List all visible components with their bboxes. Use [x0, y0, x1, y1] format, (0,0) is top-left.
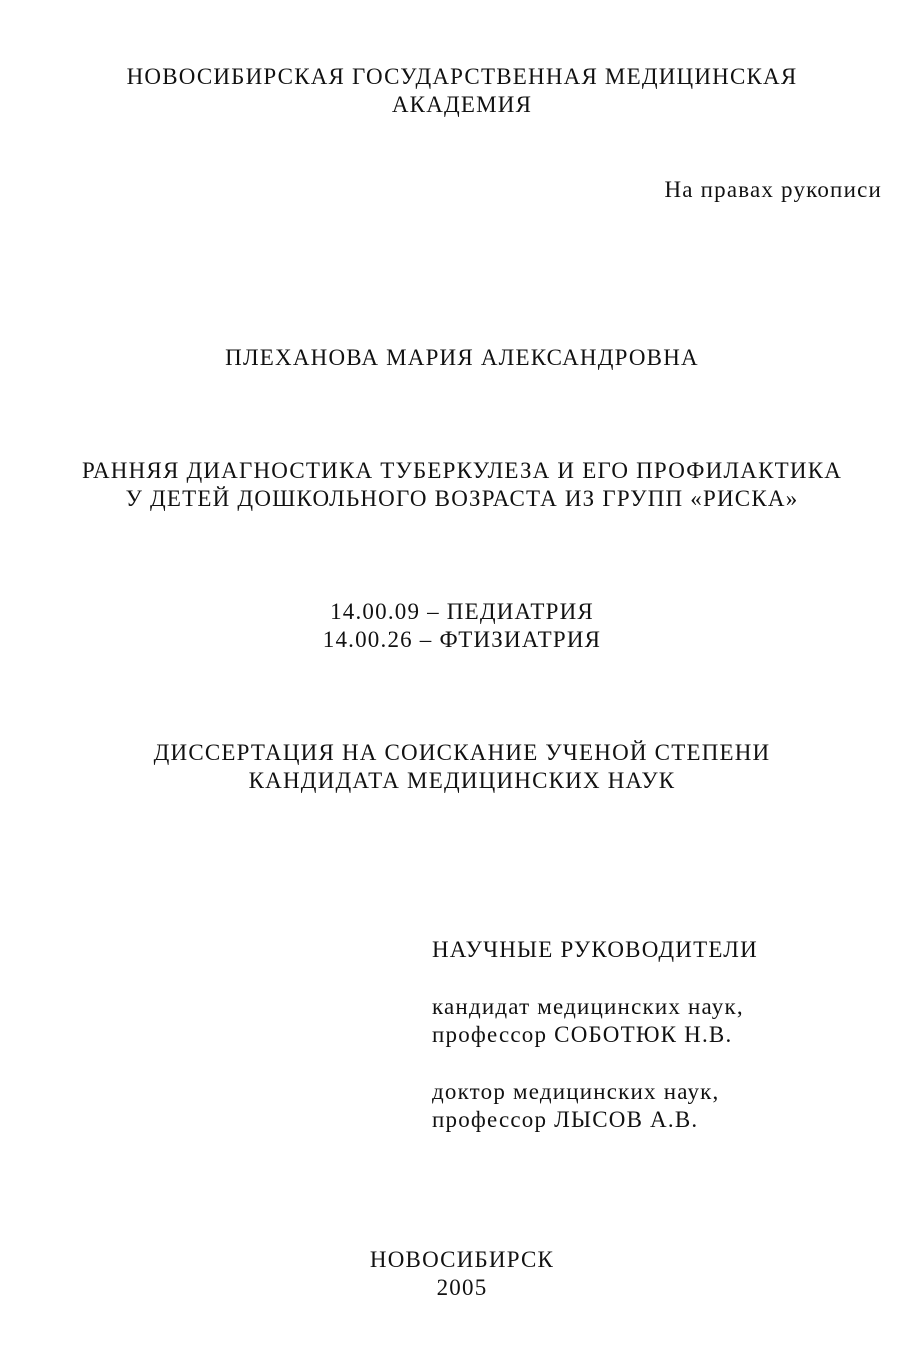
author-name: ПЛЕХАНОВА МАРИЯ АЛЕКСАНДРОВНА — [225, 345, 699, 370]
supervisors-heading: НАУЧНЫЕ РУКОВОДИТЕЛИ — [432, 937, 758, 962]
institution-line-2: АКАДЕМИЯ — [391, 92, 533, 117]
degree-line-2: КАНДИДАТА МЕДИЦИНСКИХ НАУК — [248, 768, 676, 793]
supervisor-1-name: профессор СОБОТЮК Н.В. — [432, 1022, 733, 1047]
degree-line-1: ДИССЕРТАЦИЯ НА СОИСКАНИЕ УЧЕНОЙ СТЕПЕНИ — [153, 740, 771, 765]
supervisor-2-degree: доктор медицинских наук, — [432, 1079, 720, 1104]
dissertation-title-line-1: РАННЯЯ ДИАГНОСТИКА ТУБЕРКУЛЕЗА И ЕГО ПРОФИЛАКТИКА — [81, 458, 843, 483]
footer-year: 2005 — [436, 1275, 488, 1300]
dissertation-title-line-2: У ДЕТЕЙ ДОШКОЛЬНОГО ВОЗРАСТА ИЗ ГРУПП «РИСКА» — [125, 486, 799, 511]
manuscript-note: На правах рукописи — [664, 177, 882, 202]
footer-city: НОВОСИБИРСК — [369, 1247, 555, 1272]
supervisor-1-degree: кандидат медицинских наук, — [432, 994, 744, 1019]
supervisor-2-name: профессор ЛЫСОВ А.В. — [432, 1107, 699, 1132]
specialty-code-1: 14.00.09 – ПЕДИАТРИЯ — [330, 599, 594, 624]
specialty-code-2: 14.00.26 – ФТИЗИАТРИЯ — [322, 627, 602, 652]
institution-line-1: НОВОСИБИРСКАЯ ГОСУДАРСТВЕННАЯ МЕДИЦИНСКАЯ — [126, 64, 798, 89]
